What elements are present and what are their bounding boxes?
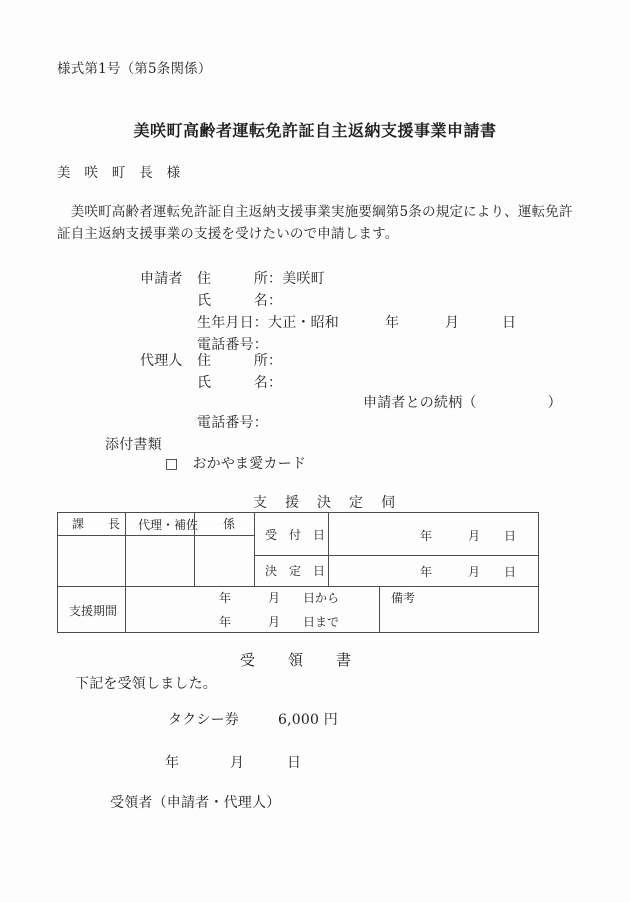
header-cell-deputy: 代理・補佐	[138, 518, 199, 532]
birth-month-label: 月	[445, 315, 460, 331]
decision-day-label: 日	[504, 565, 517, 579]
reception-day-label: 日	[504, 529, 517, 543]
applicant-name-row: 氏 名：	[197, 293, 283, 309]
reception-year-label: 年	[420, 529, 433, 543]
reception-date-label: 受 付 日	[265, 528, 326, 542]
form-number: 様式第1号（第5条関係）	[57, 61, 212, 77]
receipt-signer: 受領者（申請者・代理人）	[110, 795, 281, 811]
statement-line-2: 証自主返納支援事業の支援を受けたいので申請します。	[57, 226, 399, 242]
remarks-label: 備考	[391, 591, 416, 605]
doc-title: 美咲町高齢者運転免許証自主返納支援事業申請書	[133, 121, 497, 140]
reception-month-label: 月	[468, 529, 481, 543]
decision-year-label: 年	[420, 565, 433, 579]
period-from-year-label: 年	[219, 591, 232, 605]
applicant-role-label: 申請者	[140, 271, 183, 287]
table-divider-line	[58, 535, 254, 536]
agent-role-label: 代理人	[140, 353, 183, 369]
receipt-year-label: 年	[165, 755, 180, 771]
table-divider-line	[379, 586, 380, 632]
agent-address-row: 住 所：	[197, 353, 283, 369]
header-cell-staff: 係	[223, 517, 236, 531]
table-divider-line	[254, 555, 538, 556]
receipt-amount: 6,000 円	[278, 712, 338, 728]
birth-day-label: 日	[502, 315, 517, 331]
period-to-year-label: 年	[219, 615, 232, 629]
receipt-item-label: タクシー券	[168, 712, 239, 728]
checkbox-icon: □	[165, 456, 179, 472]
table-divider-line	[328, 513, 329, 586]
receipt-month-label: 月	[230, 755, 245, 771]
decision-month-label: 月	[468, 565, 481, 579]
agent-name-row: 氏 名：	[197, 375, 283, 391]
attachment-item-row	[165, 456, 306, 472]
attachments-label: 添付書類	[105, 437, 162, 453]
agent-phone-row: 電話番号：	[197, 415, 268, 431]
support-period-label: 支援期間	[69, 604, 118, 618]
birth-year-label: 年	[385, 315, 400, 331]
table-divider-line	[125, 513, 126, 632]
attachment-item-label: おかやま愛カード	[192, 456, 307, 472]
receipt-day-label: 日	[287, 755, 302, 771]
applicant-phone-row: 電話番号：	[197, 337, 268, 353]
period-to-day-label: 日まで	[303, 615, 340, 629]
agent-relation-row: 申請者との続柄（ ）	[363, 395, 562, 411]
decision-table	[57, 512, 539, 633]
receipt-heading: 受 領 書	[240, 651, 353, 669]
decision-heading: 支 援 決 定 伺	[253, 495, 397, 511]
applicant-birthdate-row: 生年月日：大正・昭和	[197, 315, 339, 331]
receipt-intro: 下記を受領しました。	[75, 676, 217, 692]
table-divider-line	[58, 586, 538, 587]
period-from-day-label: 日から	[303, 591, 340, 605]
header-cell-section-chief: 課 長	[72, 517, 121, 531]
applicant-address-row: 住 所：美咲町	[197, 271, 325, 287]
table-divider-line	[254, 513, 255, 586]
statement-line-1: 美咲町高齢者運転免許証自主返納支援事業実施要綱第5条の規定により、運転免許	[57, 204, 573, 220]
period-from-month-label: 月	[268, 591, 281, 605]
decision-date-label: 決 定 日	[265, 564, 326, 578]
addressee-line: 美 咲 町 長 様	[57, 165, 181, 181]
period-to-month-label: 月	[268, 615, 281, 629]
